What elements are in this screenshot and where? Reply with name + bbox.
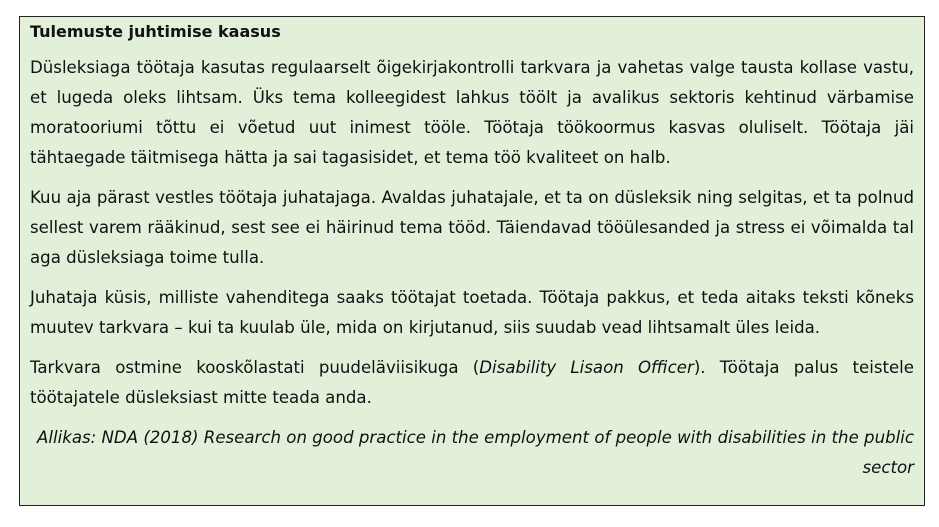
paragraph-3: Juhataja küsis, milliste vahenditega saaks töötajat toetada. Töötaja pakkus, et teda aitaks teksti kõneks muutev tarkvara – kui ta kuulab üle, mida on kirjutanud, siis suudab vead lihtsamalt üles leida. <box>30 288 914 337</box>
case-study-title: Tulemuste juhtimise kaasus <box>30 22 281 41</box>
paragraph-2: Kuu aja pärast vestles töötaja juhatajaga. Avaldas juhatajale, et ta on düsleksik ning selgitas, et ta polnud sellest varem rääkinud, sest see ei häirinud tema tööd. Täiendavad tööülesanded ja stress ei võimalda tal aga düsleksiaga toime tulla. <box>30 188 914 267</box>
source-citation: Allikas: NDA (2018) Research on good practice in the employment of people with disabilities in the public sector <box>37 428 914 477</box>
paragraph-4-text-after: ). Töötaja palus teistele töötajatele düsleksiast mitte teada anda. <box>30 358 914 407</box>
paragraph-1: Düsleksiaga töötaja kasutas regulaarselt õigekirjakontrolli tarkvara ja vahetas valge tausta kollase vastu, et lugeda oleks lihtsam. Üks tema kolleegidest lahkus töölt ja avalikus sektoris kehtinud värbamise moratooriumi tõttu ei võetud uut inimest tööle. Töötaja töökoormus kasvas oluliselt. Töötaja jäi tähtaegade täitmisega hätta ja sai tagasisidet, et tema töö kvaliteet on halb. <box>30 58 914 167</box>
case-study-box <box>19 16 925 506</box>
paragraph-4-text-before: Tarkvara ostmine kooskõlastati puudeläviisikuga ( <box>30 358 480 377</box>
paragraph-4 <box>30 353 914 413</box>
paragraph-4-italic-term: Disability Lisaon Officer <box>479 358 694 377</box>
